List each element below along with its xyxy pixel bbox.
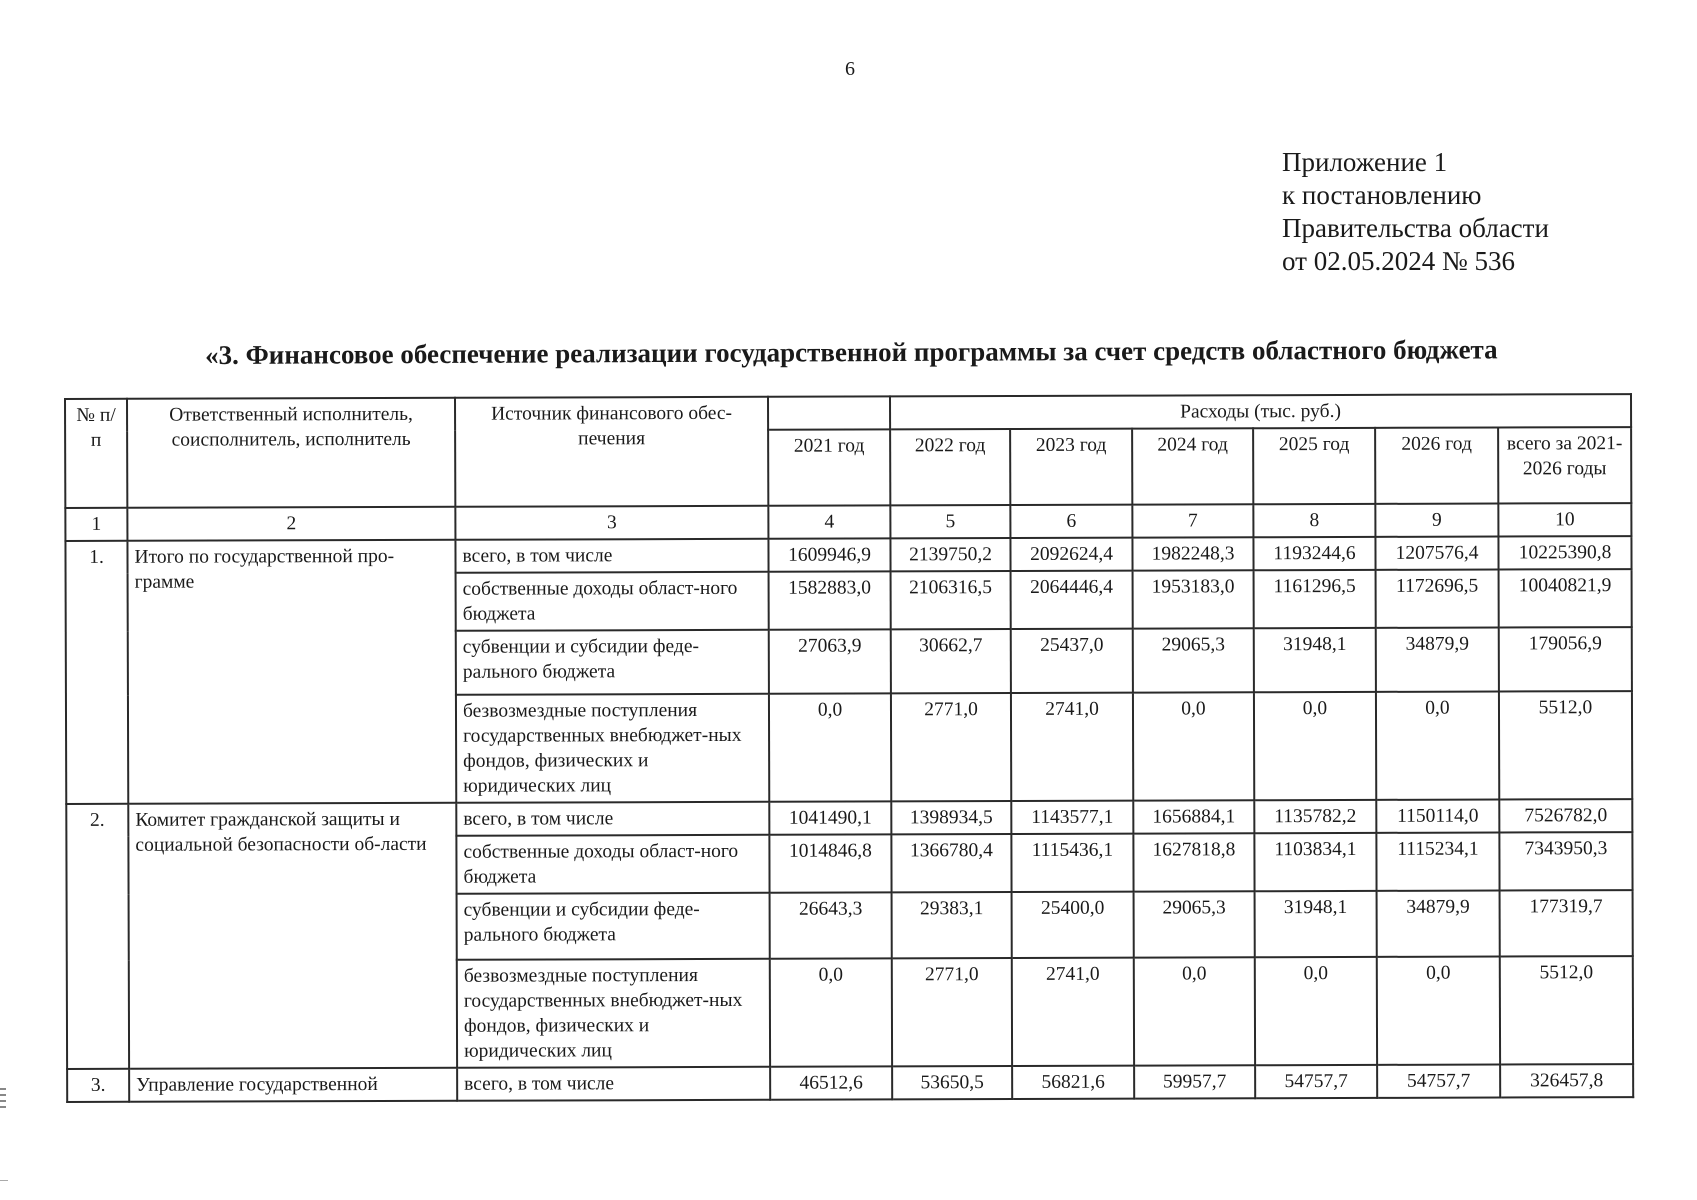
value-cell: 2771,0 [891,693,1011,801]
value-cell: 5512,0 [1500,956,1633,1064]
value-cell: 2741,0 [1011,693,1133,801]
column-number: 2 [127,507,455,541]
column-number: 8 [1253,504,1375,537]
row-number: 2. [66,804,129,1069]
value-cell: 1982248,3 [1132,537,1253,570]
value-cell: 1582883,0 [769,571,891,629]
value-cell: 2106316,5 [891,571,1011,629]
source-cell: субвенции и субсидии феде-рального бюджета [456,630,769,695]
column-number-row [65,503,1631,541]
appendix-line-3: Правительства области [1282,213,1549,243]
value-cell: 1135782,2 [1254,800,1376,833]
value-cell: 1115436,1 [1011,834,1133,892]
header-row-1 [65,394,1631,432]
margin-mark [0,1106,6,1108]
value-cell: 2064446,4 [1011,571,1133,629]
source-cell: собственные доходы област-ного бюджета [456,835,769,894]
value-cell: 1150114,0 [1376,799,1499,832]
value-cell: 1172696,5 [1376,569,1499,627]
value-cell: 179056,9 [1499,627,1632,691]
margin-mark [0,1094,6,1096]
value-cell: 0,0 [1254,692,1376,800]
column-number: 4 [768,505,890,538]
value-cell: 25400,0 [1012,892,1134,958]
value-cell: 54757,7 [1255,1065,1377,1098]
value-cell: 1656884,1 [1133,800,1254,833]
row-number: 3. [67,1069,129,1102]
appendix-line-2: к постановлению [1282,180,1482,210]
value-cell: 0,0 [1377,956,1500,1064]
header-total: всего за 2021-2026 годы [1498,427,1631,503]
value-cell: 7343950,3 [1499,832,1632,890]
value-cell: 29065,3 [1133,628,1254,692]
value-cell: 0,0 [1133,692,1254,800]
appendix-line-1: Приложение 1 [1282,147,1448,177]
header-num: № п/п [65,399,127,508]
value-cell: 31948,1 [1254,628,1376,692]
value-cell: 1207576,4 [1375,536,1498,569]
value-cell: 2771,0 [892,958,1012,1066]
source-cell: всего, в том числе [455,539,768,573]
value-cell: 29383,1 [892,892,1012,958]
page-number: 6 [845,58,855,80]
value-cell: 1366780,4 [891,834,1011,892]
value-cell: 2092624,4 [1010,538,1132,571]
header-expenses: Расходы (тыс. руб.) [890,394,1631,429]
value-cell: 1953183,0 [1133,570,1254,628]
header-year-2024: 2024 год [1132,428,1253,504]
value-cell: 326457,8 [1500,1064,1633,1097]
header-year-2025: 2025 год [1253,428,1375,504]
margin-mark [0,1100,6,1102]
column-number: 7 [1132,504,1253,537]
value-cell: 1161296,5 [1254,570,1376,628]
margin-mark [0,1088,6,1090]
header-year-2022: 2022 год [890,429,1010,505]
header-source: Источник финансового обес-печения [455,397,768,507]
value-cell: 27063,9 [769,629,891,693]
table-wrapper [64,393,1634,1103]
margin-mark [0,1180,8,1181]
value-cell: 54757,7 [1377,1064,1500,1097]
value-cell: 1398934,5 [891,801,1011,834]
source-cell: всего, в том числе [457,1067,770,1101]
value-cell: 1014846,8 [769,834,891,892]
column-number: 5 [890,505,1010,538]
value-cell: 0,0 [769,693,891,801]
source-cell: безвозмездные поступления государственных внебюджет-ных фондов, физических и юридических лиц [456,694,769,803]
value-cell: 5512,0 [1499,691,1632,799]
value-cell: 34879,9 [1376,627,1499,691]
source-cell: собственные доходы област-ного бюджета [456,572,769,631]
table-row [66,799,1632,837]
value-cell: 56821,6 [1012,1066,1134,1099]
row-number: 1. [65,541,128,804]
column-number: 3 [455,506,768,540]
header-year-2023: 2023 год [1010,429,1132,505]
value-cell: 1609946,9 [768,538,890,571]
value-cell: 0,0 [1255,957,1377,1065]
value-cell: 177319,7 [1500,890,1633,956]
value-cell: 7526782,0 [1499,799,1632,832]
executor-cell: Комитет гражданской защиты и социальной безопасности об-ласти [128,803,457,1069]
column-number: 9 [1375,503,1498,536]
value-cell: 10040821,9 [1499,569,1632,627]
value-cell: 34879,9 [1377,890,1500,956]
value-cell: 0,0 [1134,957,1255,1065]
column-number: 6 [1010,505,1132,538]
appendix-block [1282,146,1549,278]
table-row [67,1064,1633,1102]
value-cell: 59957,7 [1134,1065,1255,1098]
value-cell: 2139750,2 [890,538,1010,571]
value-cell: 0,0 [1376,691,1499,799]
value-cell: 46512,6 [770,1066,892,1099]
financing-table [64,393,1634,1103]
executor-cell: Управление государственной [129,1068,457,1102]
executor-cell: Итого по государственной про-грамме [127,540,456,804]
value-cell: 2741,0 [1012,958,1134,1066]
value-cell: 0,0 [770,958,892,1066]
value-cell: 1115234,1 [1376,832,1499,890]
header-year-2021: 2021 год [768,429,890,505]
value-cell: 31948,1 [1255,891,1377,957]
column-number: 10 [1498,503,1631,536]
value-cell: 53650,5 [892,1066,1012,1099]
value-cell: 1041490,1 [769,801,891,834]
source-cell: субвенции и субсидии феде-рального бюджета [457,893,770,960]
value-cell: 30662,7 [891,629,1011,693]
header-blank-cell [768,396,890,429]
value-cell: 1627818,8 [1133,833,1254,891]
value-cell: 1103834,1 [1254,833,1376,891]
header-year-2026: 2026 год [1375,427,1498,503]
value-cell: 1143577,1 [1011,801,1133,834]
value-cell: 10225390,8 [1498,536,1631,569]
table-body [65,394,1633,1102]
value-cell: 29065,3 [1134,891,1255,957]
appendix-line-4: от 02.05.2024 № 536 [1282,246,1515,276]
header-executor: Ответственный исполнитель, соисполнитель, исполнитель [127,398,455,508]
value-cell: 1193244,6 [1253,537,1375,570]
source-cell: безвозмездные поступления государственных внебюджет-ных фондов, физических и юридических лиц [457,959,770,1068]
document-title: «3. Финансовое обеспечение реализации государственной программы за счет средств областного бюджета [205,334,1498,370]
source-cell: всего, в том числе [456,802,769,836]
value-cell: 25437,0 [1011,629,1133,693]
column-number: 1 [65,508,127,541]
value-cell: 26643,3 [770,892,892,958]
table-row [65,536,1631,574]
